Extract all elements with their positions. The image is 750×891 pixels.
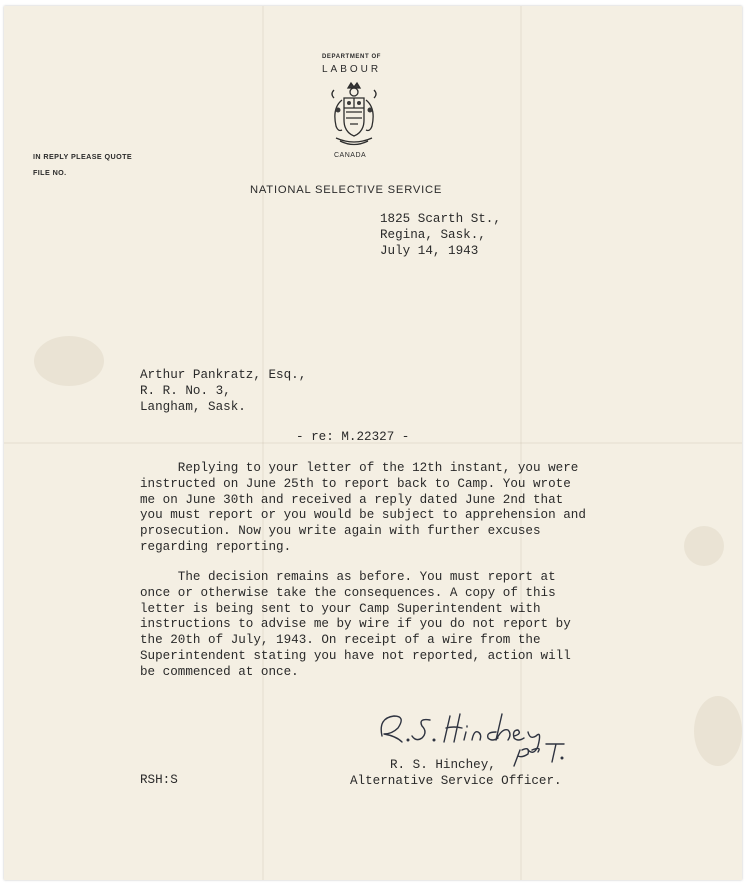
body-line: once or otherwise take the consequences. A copy of this [140,585,556,600]
body-line: The decision remains as before. You must report at [140,570,556,584]
signature-block [350,758,562,790]
recipient-line: R. R. No. 3, [140,383,231,398]
paper-stain [694,696,742,766]
body-line: prosecution. Now you write again with further excuses [140,524,541,539]
reference-line: - re: M.22327 - [296,430,410,444]
signer-name: R. S. Hinchey, [390,758,496,772]
body-line: Superintendent stating you have not reported, action will [140,648,571,663]
letter-date: July 14, 1943 [380,243,479,258]
coat-of-arms-icon [326,80,382,148]
body-paragraph-1 [140,461,586,556]
file-number-label: FILE NO. [33,168,67,177]
address-line: 1825 Scarth St., [380,212,501,226]
body-line: you must report or you would be subject to apprehension and [140,508,586,523]
address-line: Regina, Sask., [380,227,486,242]
paper-stain [684,526,724,566]
paper-stain [34,336,104,386]
body-line: be commenced at once. [140,664,299,679]
typist-initials: RSH:S [140,773,178,787]
recipient-name: Arthur Pankratz, Esq., [140,368,307,382]
body-line: letter is being sent to your Camp Superintendent with [140,601,541,616]
body-paragraph-2 [140,570,571,681]
body-line: instructions to advise me by wire if you do not report by [140,617,571,632]
service-heading: NATIONAL SELECTIVE SERVICE [250,184,443,196]
country-label: CANADA [334,152,367,159]
signer-title: Alternative Service Officer. [350,773,562,788]
body-line: Replying to your letter of the 12th instant, you were [140,461,579,475]
body-line: me on June 30th and received a reply dated June 2nd that [140,492,564,507]
body-line: regarding reporting. [140,539,292,554]
recipient-address [140,368,306,415]
body-line: instructed on June 25th to report back to Camp. You wrote [140,476,571,491]
sender-address [380,212,501,259]
reply-quote-note: IN REPLY PLEASE QUOTE [33,152,133,161]
body-line: the 20th of July, 1943. On receipt of a wire from the [140,633,541,648]
recipient-line: Langham, Sask. [140,399,246,414]
department-name: LABOUR [322,64,382,75]
department-label: DEPARTMENT OF [322,54,382,60]
